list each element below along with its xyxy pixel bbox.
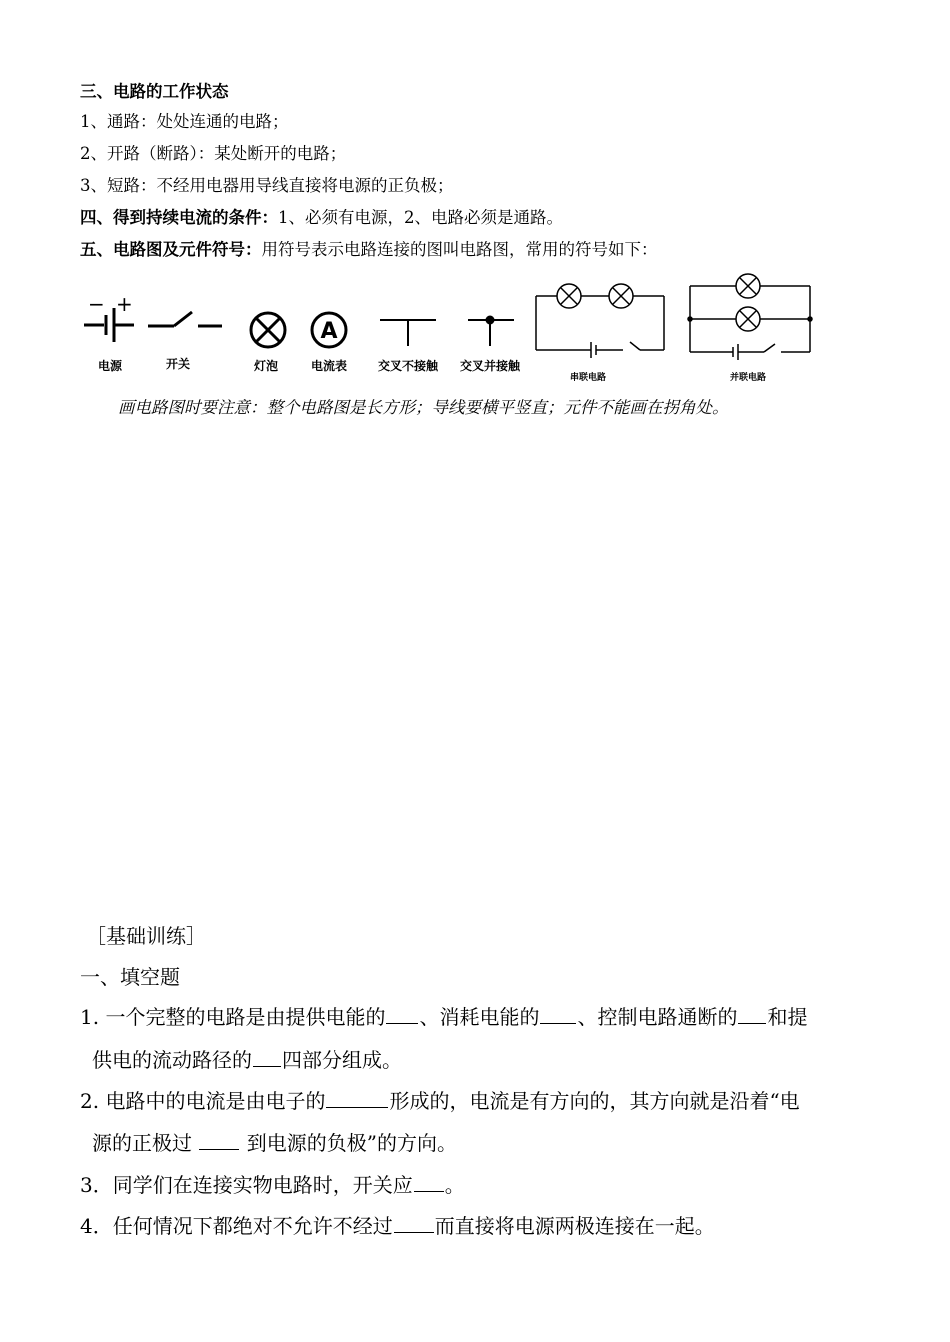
blank-1b[interactable] [540, 1005, 576, 1024]
blank-1c[interactable] [738, 1005, 766, 1024]
drawing-note: 画电路图时要注意：整个电路图是长方形；导线要横平竖直；元件不能画在拐角处。 [118, 398, 729, 417]
section-3-item-2: 2、开路（断路）：某处断开的电路； [80, 144, 347, 163]
cross-contact-symbol [468, 317, 514, 347]
section-4-heading: 四、得到持续电流的条件： [80, 208, 278, 227]
switch-symbol [148, 312, 222, 326]
label-switch: 开关 [165, 357, 191, 371]
section-5-heading: 五、电路图及元件符号： [80, 240, 262, 259]
section-5-text: 用符号表示电路连接的图叫电路图，常用的符号如下： [261, 240, 658, 259]
section-4-text: 1、必须有电源，2、电路必须是通路。 [278, 208, 563, 227]
question-1-line-2: 供电的流动路径的 四部分组成。 [92, 1048, 402, 1072]
section-4 [80, 208, 563, 228]
parallel-circuit-diagram [688, 274, 812, 360]
section-3-item-3: 3、短路：不经用电器用导线直接将电源的正负极； [80, 176, 454, 195]
battery-symbol [84, 292, 134, 342]
question-4: 4．任何情况下都绝对不允许不经过 而直接将电源两极连接在一起。 [80, 1214, 715, 1238]
section-3-heading: 三、电路的工作状态 [80, 82, 229, 101]
blank-3[interactable] [414, 1173, 444, 1192]
lamp-symbol [251, 313, 285, 347]
label-ammeter: 电流表 [310, 359, 348, 373]
circuit-symbols-figure [78, 270, 838, 385]
label-battery: 电源 [97, 359, 123, 373]
question-2-line-1: 2. 电路中的电流是由电子的 形成的，电流是有方向的，其方向就是沿着“电 [80, 1089, 800, 1113]
svg-text:−: − [88, 292, 105, 316]
label-lamp: 灯泡 [253, 359, 279, 373]
blank-1a[interactable] [386, 1005, 418, 1024]
label-cross-no-contact: 交叉不接触 [377, 359, 439, 373]
series-circuit-diagram [536, 284, 664, 358]
blank-4[interactable] [394, 1214, 434, 1233]
label-cross-contact: 交叉并接触 [459, 359, 521, 373]
blank-2b[interactable] [199, 1131, 239, 1150]
label-parallel-circuit: 并联电路 [729, 373, 767, 383]
section-3-item-1: 1、通路：处处连通的电路； [80, 112, 289, 131]
question-1-line-1: 1. 一个完整的电路是由提供电能的 、消耗电能的 、控制电路通断的 和提 [80, 1005, 808, 1029]
svg-text:A: A [320, 319, 338, 344]
question-3: 3．同学们在连接实物电路时，开关应 。 [80, 1173, 465, 1197]
cross-no-contact-symbol [380, 320, 436, 346]
question-2-line-2: 源的正极过 到电源的负极”的方向。 [92, 1131, 457, 1155]
blank-1d[interactable] [253, 1048, 281, 1067]
svg-text:+: + [116, 292, 133, 316]
training-title: ［基础训练］ [86, 924, 206, 948]
training-subtitle: 一、填空题 [80, 965, 180, 989]
label-series-circuit: 串联电路 [569, 373, 607, 383]
ammeter-symbol [312, 313, 346, 347]
section-5 [80, 240, 658, 260]
blank-2a[interactable] [326, 1089, 388, 1108]
